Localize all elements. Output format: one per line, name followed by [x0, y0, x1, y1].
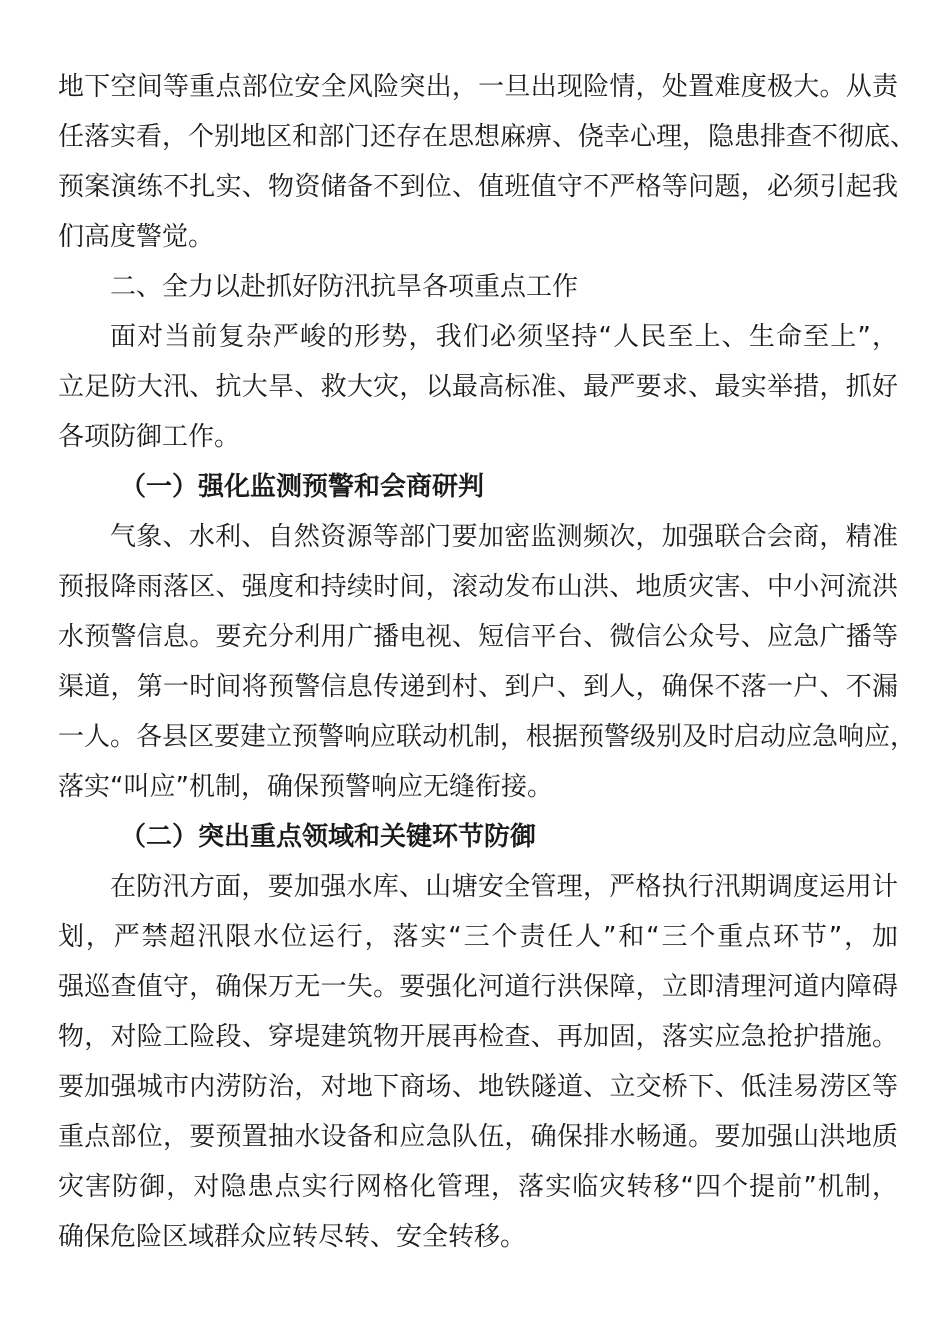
paragraph-line: 各项防御工作。	[58, 422, 241, 452]
subsection-heading: （二）突出重点领域和关键环节防御	[120, 822, 537, 852]
paragraph-line: 面对当前复杂严峻的形势，我们必须坚持“人民至上、生命至上”，	[110, 322, 898, 352]
subsection-heading: （一）强化监测预警和会商研判	[120, 472, 485, 502]
paragraph-line: 物，对险工险段、穿堤建筑物开展再检查、再加固，落实应急抢护措施。	[58, 1022, 898, 1052]
paragraph-line: 确保危险区域群众应转尽转、安全转移。	[58, 1222, 527, 1252]
paragraph-line: 们高度警觉。	[58, 222, 215, 252]
paragraph-line: 立足防大汛、抗大旱、救大灾，以最高标准、最严要求、最实举措，抓好	[58, 372, 898, 402]
paragraph-line: 一人。各县区要建立预警响应联动机制，根据预警级别及时启动应急响应，	[58, 722, 917, 752]
paragraph-line: 划，严禁超汛限水位运行，落实“三个责任人”和“三个重点环节”，加	[58, 922, 898, 952]
paragraph-line: 在防汛方面，要加强水库、山塘安全管理，严格执行汛期调度运用计	[110, 872, 898, 902]
paragraph-line: 预案演练不扎实、物资储备不到位、值班值守不严格等问题，必须引起我	[58, 172, 898, 202]
document-page	[58, 62, 917, 1262]
paragraph-line: 灾害防御，对隐患点实行网格化管理，落实临灾转移“四个提前”机制，	[58, 1172, 898, 1202]
paragraph-line: 地下空间等重点部位安全风险突出，一旦出现险情，处置难度极大。从责	[58, 72, 898, 102]
paragraph-line: 要加强城市内涝防治，对地下商场、地铁隧道、立交桥下、低洼易涝区等	[58, 1072, 898, 1102]
paragraph-line: 渠道，第一时间将预警信息传递到村、到户、到人，确保不落一户、不漏	[58, 672, 898, 702]
paragraph-line: 水预警信息。要充分利用广播电视、短信平台、微信公众号、应急广播等	[58, 622, 898, 652]
paragraph-line: 任落实看，个别地区和部门还存在思想麻痹、侥幸心理，隐患排查不彻底、	[58, 122, 917, 152]
paragraph-line: 预报降雨落区、强度和持续时间，滚动发布山洪、地质灾害、中小河流洪	[58, 572, 898, 602]
paragraph-line: 强巡查值守，确保万无一失。要强化河道行洪保障，立即清理河道内障碍	[58, 972, 898, 1002]
paragraph-line: 重点部位，要预置抽水设备和应急队伍，确保排水畅通。要加强山洪地质	[58, 1122, 898, 1152]
paragraph-line: 落实“叫应”机制，确保预警响应无缝衔接。	[58, 772, 553, 802]
section-heading: 二、全力以赴抓好防汛抗旱各项重点工作	[110, 272, 579, 302]
paragraph-line: 气象、水利、自然资源等部门要加密监测频次，加强联合会商，精准	[110, 522, 898, 552]
